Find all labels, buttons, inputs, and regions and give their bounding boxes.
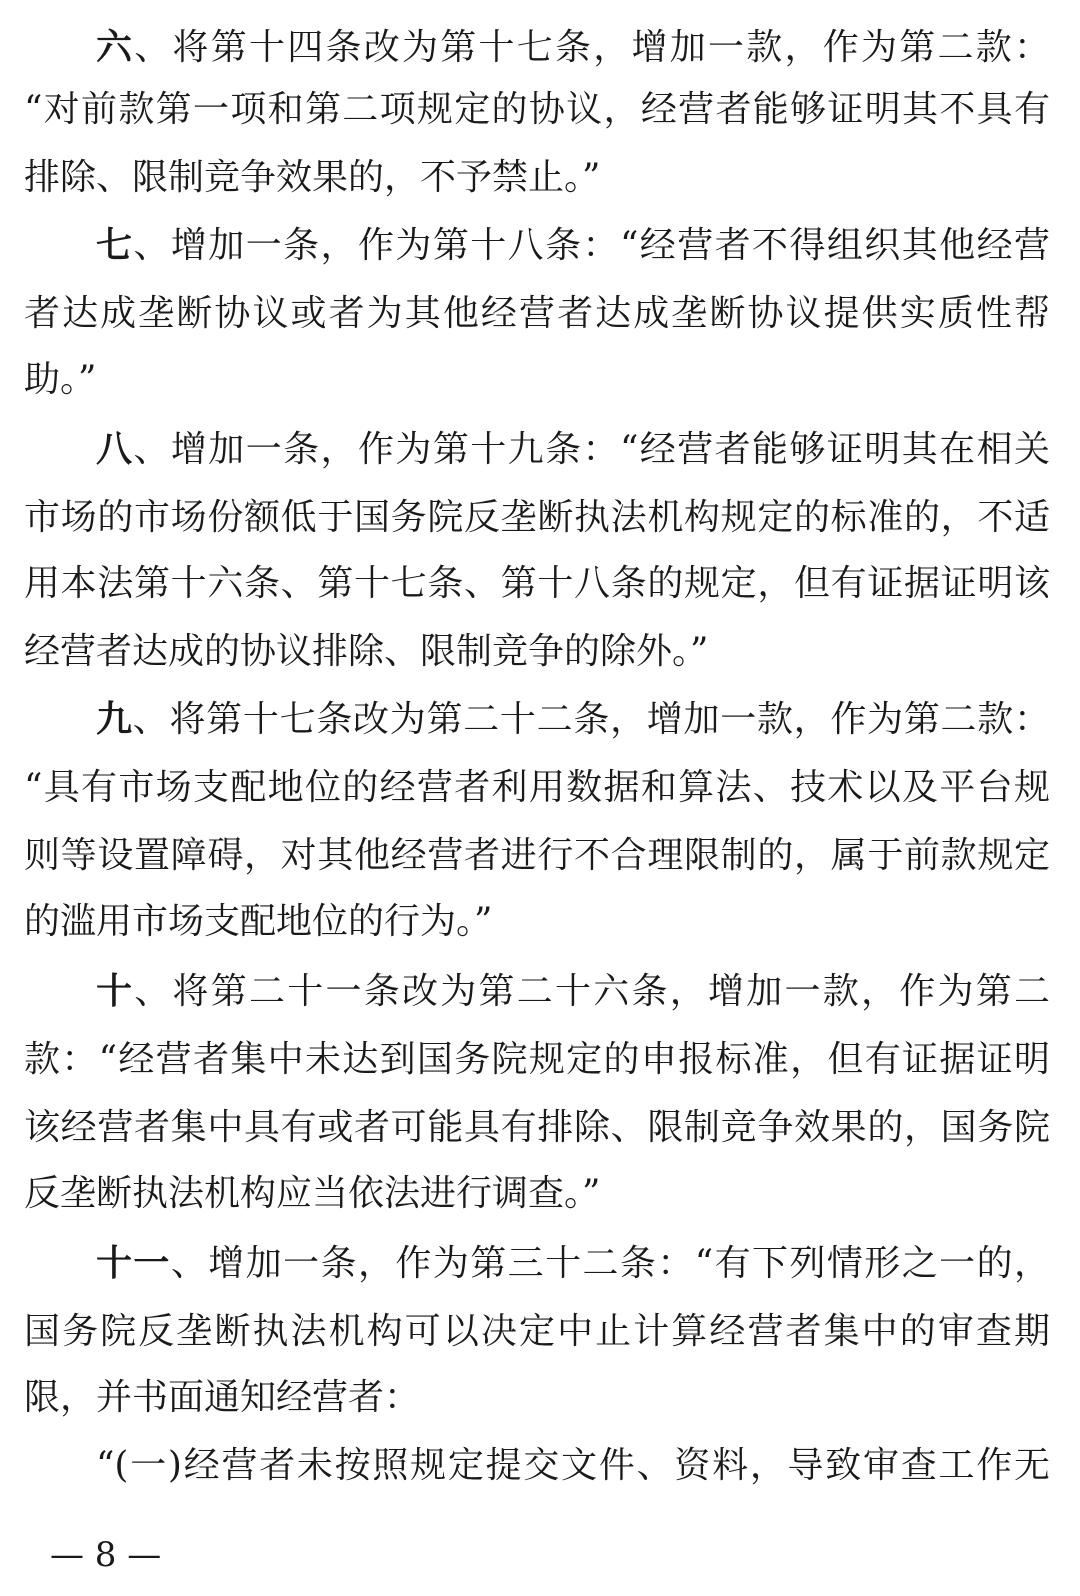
paragraph-line: 排除、限制竞争效果的，不予禁止。” xyxy=(24,157,601,198)
clause-number: 九 xyxy=(96,699,133,740)
clause-number: 八 xyxy=(96,429,134,470)
paragraph-line: 反垄断执法机构应当依法进行调查。” xyxy=(24,1173,601,1214)
paragraph-line: “对前款第一项和第二项规定的协议，经营者能够证明其不具有 xyxy=(24,89,1050,130)
paragraph-line: 款：“经营者集中未达到国务院规定的申报标准，但有证据证明 xyxy=(24,1039,1050,1080)
paragraph-line: 八、增加一条，作为第十九条：“经营者能够证明其在相关 xyxy=(96,429,1050,470)
paragraph-line: 则等设置障碍，对其他经营者进行不合理限制的，属于前款规定 xyxy=(24,835,1050,876)
paragraph-line: 经营者达成的协议排除、限制竞争的除外。” xyxy=(24,631,709,672)
paragraph-line: 七、增加一条，作为第十八条：“经营者不得组织其他经营 xyxy=(96,225,1050,266)
paragraph-line: 六、将第十四条改为第十七条，增加一款，作为第二款： xyxy=(96,27,1050,68)
paragraph-line: 者达成垄断协议或者为其他经营者达成垄断协议提供实质性帮 xyxy=(24,293,1050,334)
clause-number: 六 xyxy=(96,27,135,68)
paragraph-line: 十、将第二十一条改为第二十六条，增加一款，作为第二 xyxy=(96,971,1050,1012)
clause-number: 七 xyxy=(96,225,134,266)
paragraph-line: 该经营者集中具有或者可能具有排除、限制竞争效果的，国务院 xyxy=(24,1107,1050,1148)
paragraph-line: 助。” xyxy=(24,359,97,400)
paragraph-line: 九、将第十七条改为第二十二条，增加一款，作为第二款： xyxy=(96,699,1050,740)
clause-number: 十一 xyxy=(96,1243,171,1284)
paragraph-line: 市场的市场份额低于国务院反垄断执法机构规定的标准的，不适 xyxy=(24,497,1050,538)
paragraph-line: 国务院反垄断执法机构可以决定中止计算经营者集中的审查期 xyxy=(24,1311,1050,1352)
paragraph-line: 十一、增加一条，作为第三十二条：“有下列情形之一的， xyxy=(96,1243,1050,1284)
clause-number: 十 xyxy=(96,971,135,1012)
paragraph-line: 的滥用市场支配地位的行为。” xyxy=(24,901,493,942)
page-number: — 8 — xyxy=(50,1535,162,1575)
paragraph-line: “(一)经营者未按照规定提交文件、资料，导致审查工作无 xyxy=(96,1445,1050,1486)
paragraph-line: “具有市场支配地位的经营者利用数据和算法、技术以及平台规 xyxy=(24,767,1050,808)
paragraph-line: 用本法第十六条、第十七条、第十八条的规定，但有证据证明该 xyxy=(24,563,1050,604)
paragraph-line: 限，并书面通知经营者： xyxy=(24,1377,421,1418)
